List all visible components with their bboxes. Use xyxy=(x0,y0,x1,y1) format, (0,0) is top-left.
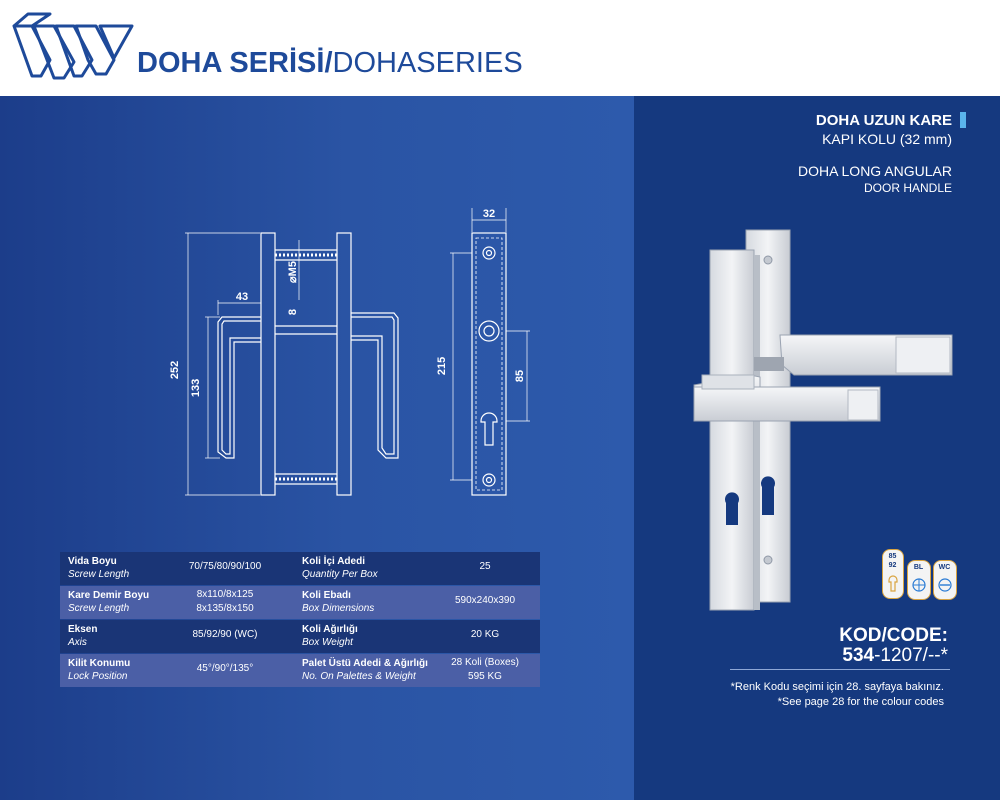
colour-note xyxy=(731,680,944,710)
wc-label: WC xyxy=(938,564,951,571)
spec-value2: 590x240x390 xyxy=(454,595,516,606)
product-title xyxy=(798,112,952,196)
spec-label-en: Lock Position xyxy=(68,671,128,682)
product-type-en: DOOR HANDLE xyxy=(863,181,952,195)
right-handle xyxy=(351,313,398,458)
divider xyxy=(730,669,950,670)
bathroom-lock-icon xyxy=(911,577,927,593)
code-value xyxy=(839,646,948,666)
dim-m5: ⌀M5 xyxy=(287,261,299,283)
top-screw-hole xyxy=(483,247,495,259)
wc-badge xyxy=(933,560,957,600)
spec-label2-tr: Palet Üstü Adedi & Ağırlığı xyxy=(302,658,428,669)
spec-value2: 20 KG xyxy=(470,629,500,640)
spec-value: 45°/90°/135° xyxy=(196,663,254,674)
header xyxy=(0,0,1000,96)
code-value-bold: 534 xyxy=(842,645,875,666)
spindle-hole xyxy=(479,321,499,341)
product-image xyxy=(690,225,960,615)
dim-m5-value: M5 xyxy=(287,261,299,277)
product-type-tr: KAPI KOLU (32 mm) xyxy=(822,131,952,147)
bl-badge xyxy=(907,560,931,600)
spec-label2-en: No. On Palettes & Weight xyxy=(302,671,416,682)
brand-logo xyxy=(10,12,136,82)
spec-value: 70/75/80/90/100 xyxy=(188,561,262,572)
note-en: *See page 28 for the colour codes xyxy=(777,696,944,708)
front-plate-right xyxy=(337,233,351,495)
keyhole-front xyxy=(725,492,739,525)
spec-label2-tr: Koli İçi Adedi xyxy=(302,556,365,567)
spec-value: 8x110/8x125 xyxy=(196,589,254,600)
specs-table xyxy=(60,552,540,688)
spec-label-tr: Vida Boyu xyxy=(68,556,117,567)
axis-badge xyxy=(882,549,904,599)
dim-252: 252 xyxy=(169,360,181,380)
spec-row xyxy=(60,620,540,653)
keyhole-back xyxy=(761,476,775,515)
title-bold: DOHA SERİSİ/ xyxy=(137,47,333,79)
spec-label-tr: Kilit Konumu xyxy=(68,658,131,669)
page-title xyxy=(137,46,523,80)
spindle-shaft xyxy=(754,357,784,371)
front-plate-left xyxy=(261,233,275,495)
spec-row xyxy=(60,586,540,619)
note-tr: *Renk Kodu seçimi için 28. sayfaya bakınız. xyxy=(730,681,944,693)
wc-lock-icon xyxy=(937,577,953,593)
spec-value2-2: 595 KG xyxy=(468,671,502,682)
code-value-rest: -1207/--* xyxy=(874,645,948,666)
technical-drawing xyxy=(160,200,560,510)
product-name-tr: DOHA UZUN KARE xyxy=(815,112,952,129)
cylinder-icon xyxy=(888,575,898,593)
product-name-en: DOHA LONG ANGULAR xyxy=(797,163,952,179)
spec-value: 85/92/90 (WC) xyxy=(192,629,258,640)
spec-label-en: Axis xyxy=(68,637,87,648)
spec-label-en: Screw Length xyxy=(68,569,130,580)
dim-85: 85 xyxy=(514,369,526,383)
spec-label-tr: Kare Demir Boyu xyxy=(68,590,150,601)
accent-bar xyxy=(960,112,966,128)
title-thin: DOHASERIES xyxy=(332,47,523,79)
cylinder-hole xyxy=(481,413,497,445)
spec-value-2: 8x135/8x150 xyxy=(196,603,254,614)
spec-label2-tr: Koli Ebadı xyxy=(302,590,351,601)
dim-133: 133 xyxy=(190,378,202,398)
axis-badge-bottom: 92 xyxy=(888,562,897,569)
spec-label-en: Screw Length xyxy=(68,603,130,614)
bottom-screw-hole xyxy=(483,474,495,486)
spec-row xyxy=(60,552,540,585)
spec-value2: 28 Koli (Boxes) xyxy=(451,657,519,668)
spec-label-tr: Eksen xyxy=(68,624,98,635)
code-label: KOD/CODE: xyxy=(839,625,948,646)
spec-label2-en: Quantity Per Box xyxy=(302,569,378,580)
dim-215: 215 xyxy=(436,356,448,376)
product-code xyxy=(839,626,948,666)
dim-43: 43 xyxy=(235,291,249,303)
spec-label2-en: Box Dimensions xyxy=(302,603,375,614)
side-plate xyxy=(472,233,506,495)
dim-8: 8 xyxy=(287,308,299,316)
spec-value2: 25 xyxy=(479,561,491,572)
dim-32: 32 xyxy=(482,208,496,220)
front-plate xyxy=(710,250,754,610)
spec-label2-en: Box Weight xyxy=(302,637,353,648)
spec-label2-tr: Koli Ağırlığı xyxy=(302,624,358,635)
axis-badge-top: 85 xyxy=(888,553,897,560)
bl-label: BL xyxy=(913,564,924,571)
spec-row xyxy=(60,654,540,687)
